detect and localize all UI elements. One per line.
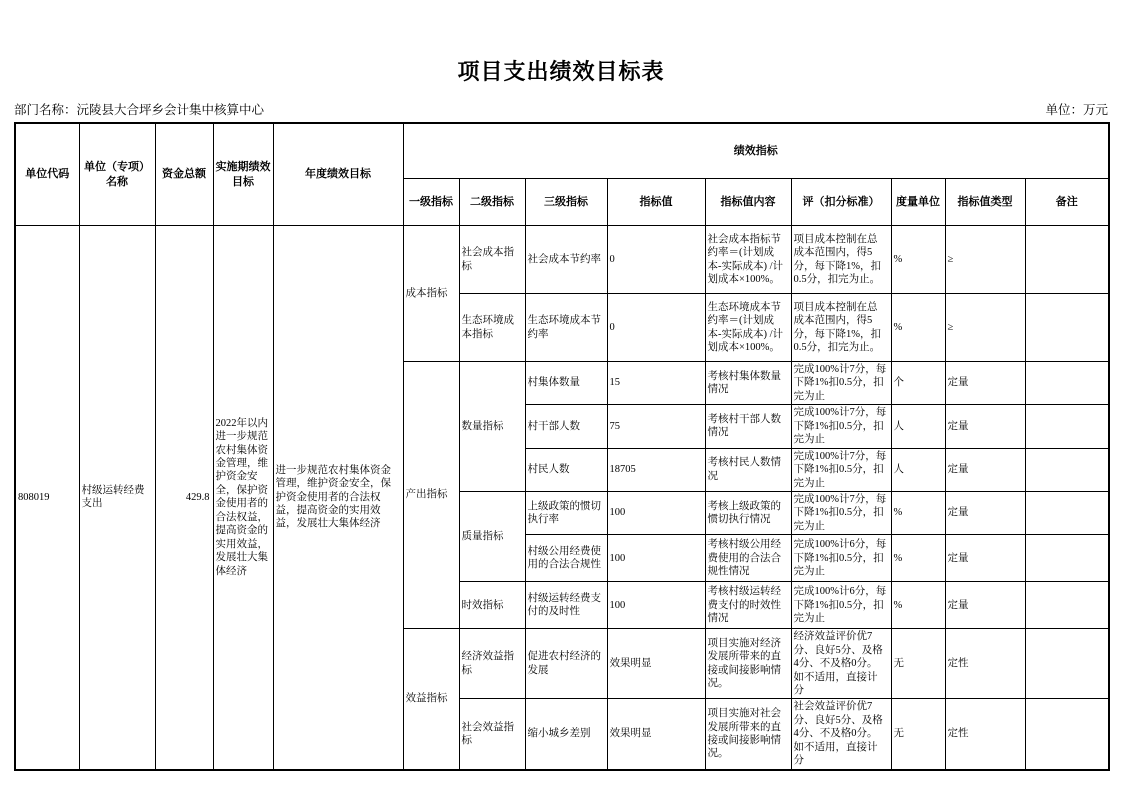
header-impl-period-goal: 实施期绩效目标 — [213, 123, 273, 226]
page-title: 项目支出绩效目标表 — [457, 59, 665, 84]
remark-cell — [1025, 629, 1109, 699]
indicator-value-cell: 100 — [607, 491, 705, 534]
unit-name-cell: 村级运转经费支出 — [79, 226, 155, 770]
indicator-content-cell: 考核村级运转经费支付的时效性情况 — [705, 582, 791, 629]
scoring-cell: 完成100%计7分，每下降1%扣0.5分，扣完为止 — [791, 362, 891, 405]
indicator-content-cell: 生态环境成本节约率＝(计划成本-实际成本) /计划成本×100%。 — [705, 294, 791, 362]
indicator-value-cell: 100 — [607, 582, 705, 629]
remark-cell — [1025, 226, 1109, 294]
header-remarks: 备注 — [1025, 179, 1109, 226]
measure-unit-cell: 个 — [891, 362, 945, 405]
level2-cell: 数量指标 — [459, 362, 525, 492]
header-scoring: 评（扣分标准） — [791, 179, 891, 226]
level3-cell: 上级政策的惯切执行率 — [525, 491, 607, 534]
value-type-cell: ≥ — [945, 226, 1025, 294]
measure-unit-cell: 人 — [891, 405, 945, 448]
level2-cell: 社会成本指标 — [459, 226, 525, 294]
level2-cell: 社会效益指标 — [459, 699, 525, 770]
level3-cell: 生态环境成本节约率 — [525, 294, 607, 362]
header-measure-unit: 度量单位 — [891, 179, 945, 226]
level3-cell: 促进农村经济的发展 — [525, 629, 607, 699]
indicator-content-cell: 项目实施对社会发展所带来的直接或间接影响情况。 — [705, 699, 791, 770]
header-level3: 三级指标 — [525, 179, 607, 226]
scoring-cell: 完成100%计7分，每下降1%扣0.5分，扣完为止 — [791, 491, 891, 534]
remark-cell — [1025, 362, 1109, 405]
header-indicator-value-content: 指标值内容 — [705, 179, 791, 226]
remark-cell — [1025, 535, 1109, 582]
performance-target-table — [14, 122, 1110, 771]
header-performance-indicators: 绩效指标 — [403, 123, 1109, 179]
level1-output-cell: 产出指标 — [403, 362, 459, 629]
level2-cell: 经济效益指标 — [459, 629, 525, 699]
indicator-content-cell: 项目实施对经济发展所带来的直接或间接影响情况。 — [705, 629, 791, 699]
table-row — [15, 226, 1109, 294]
indicator-value-cell: 效果明显 — [607, 629, 705, 699]
level1-cost-cell: 成本指标 — [403, 226, 459, 362]
value-type-cell: 定量 — [945, 535, 1025, 582]
header-indicator-value: 指标值 — [607, 179, 705, 226]
value-type-cell: 定量 — [945, 362, 1025, 405]
level3-cell: 村级运转经费支付的及时性 — [525, 582, 607, 629]
remark-cell — [1025, 491, 1109, 534]
level2-cell: 生态环境成本指标 — [459, 294, 525, 362]
measure-unit-cell: % — [891, 294, 945, 362]
remark-cell — [1025, 405, 1109, 448]
value-type-cell: 定量 — [945, 405, 1025, 448]
header-total-funds: 资金总额 — [155, 123, 213, 226]
indicator-content-cell: 社会成本指标节约率＝(计划成本-实际成本) /计划成本×100%。 — [705, 226, 791, 294]
value-type-cell: 定性 — [945, 699, 1025, 770]
level3-cell: 村集体数量 — [525, 362, 607, 405]
measure-unit-cell: % — [891, 491, 945, 534]
measure-unit-cell: % — [891, 535, 945, 582]
header-row-1 — [15, 123, 1109, 179]
indicator-value-cell: 0 — [607, 226, 705, 294]
indicator-value-cell: 效果明显 — [607, 699, 705, 770]
header-unit-code: 单位代码 — [15, 123, 79, 226]
scoring-cell: 项目成本控制在总成本范围内，得5分，每下降1%，扣0.5分，扣完为止。 — [791, 226, 891, 294]
scoring-cell: 完成100%计7分，每下降1%扣0.5分，扣完为止 — [791, 405, 891, 448]
measure-unit-cell: % — [891, 226, 945, 294]
scoring-cell: 社会效益评价优7分、良好5分、及格4分、不及格0分。如不适用，直接计分 — [791, 699, 891, 770]
department-name-label: 部门名称：沅陵县大合坪乡会计集中核算中心 — [14, 103, 265, 117]
header-unit-name: 单位（专项）名称 — [79, 123, 155, 226]
measure-unit-cell: 人 — [891, 448, 945, 491]
indicator-value-cell: 0 — [607, 294, 705, 362]
header-annual-goal: 年度绩效目标 — [273, 123, 403, 226]
scoring-cell: 经济效益评价优7分、良好5分、及格4分、不及格0分。如不适用，直接计分 — [791, 629, 891, 699]
currency-unit-label: 单位：万元 — [1045, 103, 1108, 117]
measure-unit-cell: 无 — [891, 699, 945, 770]
indicator-content-cell: 考核村干部人数情况 — [705, 405, 791, 448]
value-type-cell: 定性 — [945, 629, 1025, 699]
value-type-cell: ≥ — [945, 294, 1025, 362]
unit-code-cell: 808019 — [15, 226, 79, 770]
scoring-cell: 项目成本控制在总成本范围内，得5分，每下降1%，扣0.5分，扣完为止。 — [791, 294, 891, 362]
remark-cell — [1025, 294, 1109, 362]
header-level1: 一级指标 — [403, 179, 459, 226]
indicator-value-cell: 100 — [607, 535, 705, 582]
header-value-type: 指标值类型 — [945, 179, 1025, 226]
indicator-content-cell: 考核村级公用经费使用的合法合规性情况 — [705, 535, 791, 582]
indicator-value-cell: 75 — [607, 405, 705, 448]
level3-cell: 村干部人数 — [525, 405, 607, 448]
indicator-content-cell: 考核村集体数量情况 — [705, 362, 791, 405]
scoring-cell: 完成100%计7分，每下降1%扣0.5分，扣完为止 — [791, 448, 891, 491]
value-type-cell: 定量 — [945, 582, 1025, 629]
remark-cell — [1025, 699, 1109, 770]
remark-cell — [1025, 448, 1109, 491]
level3-cell: 村级公用经费使用的合法合规性 — [525, 535, 607, 582]
measure-unit-cell: 无 — [891, 629, 945, 699]
value-type-cell: 定量 — [945, 491, 1025, 534]
value-type-cell: 定量 — [945, 448, 1025, 491]
indicator-value-cell: 15 — [607, 362, 705, 405]
scoring-cell: 完成100%计6分，每下降1%扣0.5分，扣完为止 — [791, 582, 891, 629]
level1-benefit-cell: 效益指标 — [403, 629, 459, 770]
level2-cell: 质量指标 — [459, 491, 525, 581]
level3-cell: 缩小城乡差别 — [525, 699, 607, 770]
measure-unit-cell: % — [891, 582, 945, 629]
level2-cell: 时效指标 — [459, 582, 525, 629]
meta-row — [14, 100, 1108, 118]
indicator-content-cell: 考核上级政策的惯切执行情况 — [705, 491, 791, 534]
impl-period-goal-cell: 2022年以内进一步规范农村集体资金管理，维护资金安全，保护资金使用者的合法权益，提高资金的实用效益，发展壮大集体经济 — [213, 226, 273, 770]
annual-goal-cell: 进一步规范农村集体资金管理，维护资金安全，保护资金使用者的合法权益，提高资金的实用效益，发展壮大集体经济 — [273, 226, 403, 770]
header-level2: 二级指标 — [459, 179, 525, 226]
remark-cell — [1025, 582, 1109, 629]
total-funds-cell: 429.8 — [155, 226, 213, 770]
level3-cell: 村民人数 — [525, 448, 607, 491]
level3-cell: 社会成本节约率 — [525, 226, 607, 294]
indicator-content-cell: 考核村民人数情况 — [705, 448, 791, 491]
indicator-value-cell: 18705 — [607, 448, 705, 491]
scoring-cell: 完成100%计6分，每下降1%扣0.5分，扣完为止 — [791, 535, 891, 582]
